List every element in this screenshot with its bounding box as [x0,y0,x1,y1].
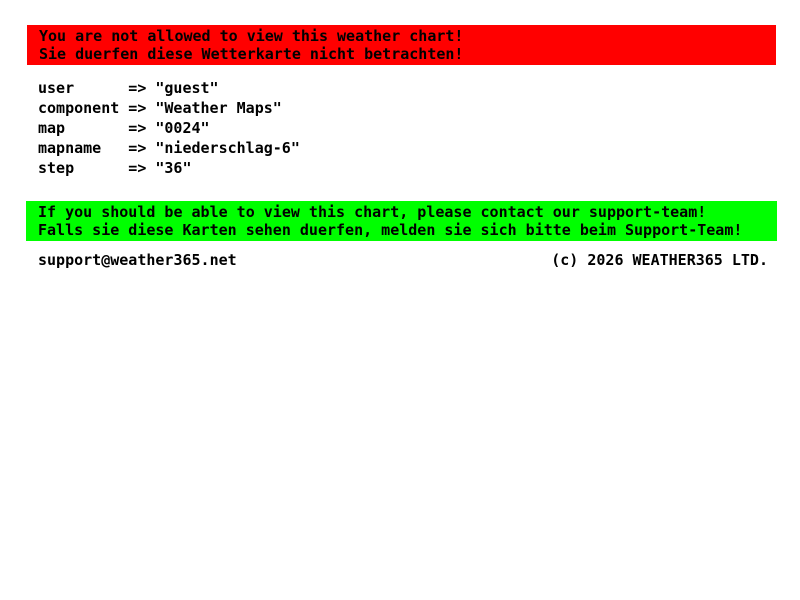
support-info-banner [26,201,777,241]
detail-key: step [38,159,75,177]
detail-row-map [38,118,300,138]
footer [38,251,768,269]
detail-key: user [38,79,75,97]
detail-row-component [38,98,300,118]
error-message-english: You are not allowed to view this weather chart! [39,27,464,45]
detail-value: "guest" [155,79,219,97]
detail-value: "36" [155,159,192,177]
arrow-glyph: => [128,79,147,97]
copyright-notice: (c) 2026 WEATHER365 LTD. [551,251,768,269]
arrow-glyph: => [128,99,147,117]
error-message-german: Sie duerfen diese Wetterkarte nicht betrachten! [39,45,464,63]
arrow-glyph: => [128,159,147,177]
request-details-block [38,78,300,178]
detail-key: map [38,119,66,137]
support-message-english: If you should be able to view this chart, please contact our support-team! [38,203,707,221]
detail-row-step [38,158,300,178]
support-message-german: Falls sie diese Karten sehen duerfen, melden sie sich bitte beim Support-Team! [38,221,743,239]
error-banner [27,25,776,65]
detail-value: "Weather Maps" [155,99,282,117]
detail-row-user [38,78,300,98]
arrow-glyph: => [128,119,147,137]
detail-value: "0024" [155,119,210,137]
detail-row-mapname [38,138,300,158]
detail-value: "niederschlag-6" [155,139,300,157]
support-email: support@weather365.net [38,251,237,269]
detail-key: mapname [38,139,102,157]
arrow-glyph: => [128,139,147,157]
detail-key: component [38,99,120,117]
